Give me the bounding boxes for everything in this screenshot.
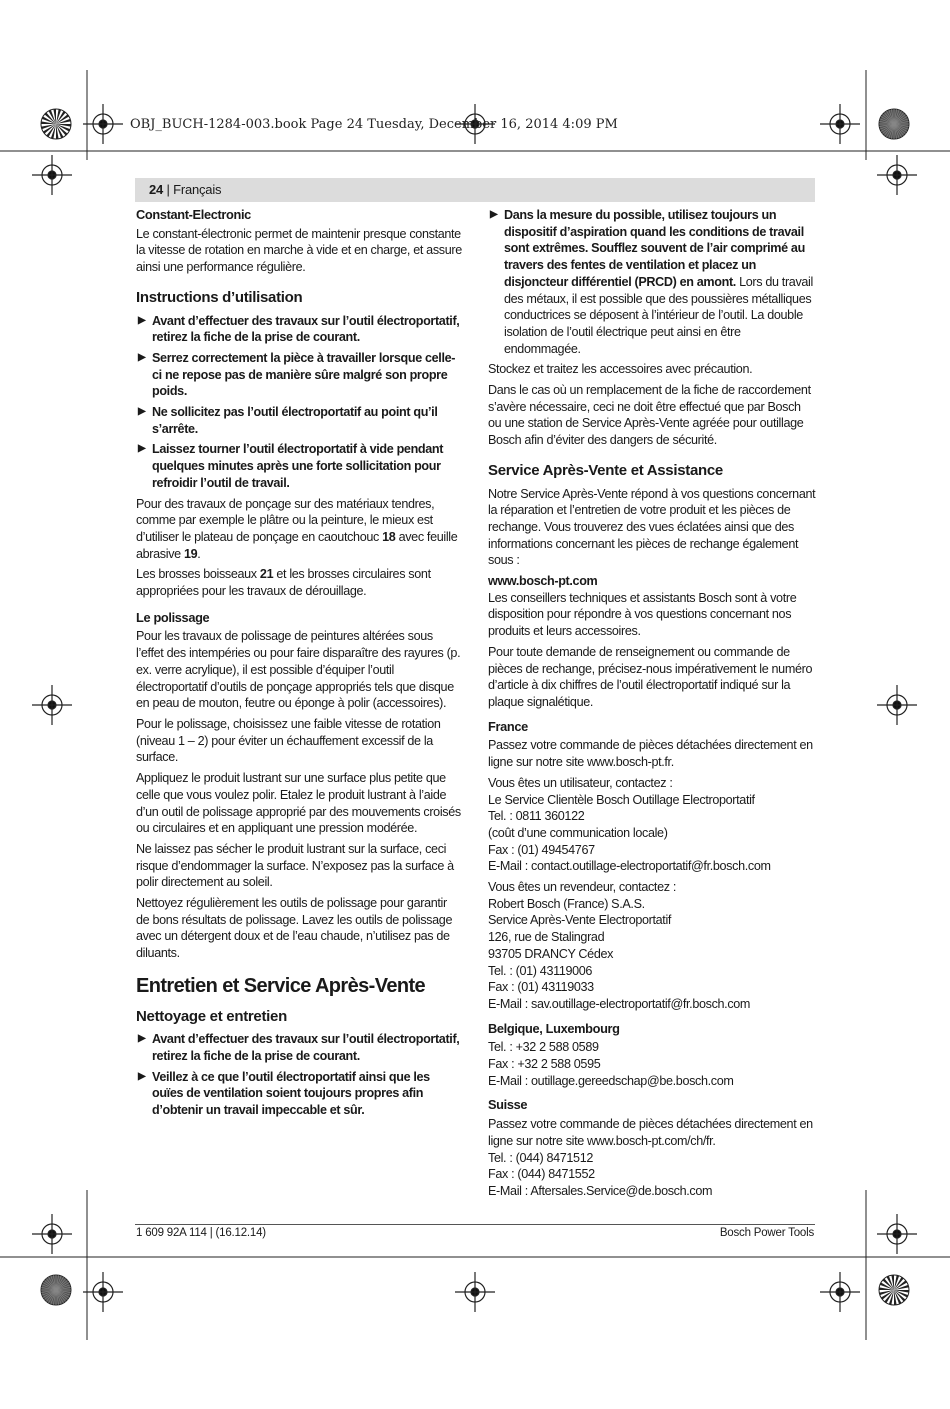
- section-title-sav: Service Après-Vente et Assistance: [488, 461, 723, 479]
- section-title-nettoyage: Nettoyage et entretien: [136, 1007, 287, 1025]
- registration-mark-icon: [877, 1214, 917, 1254]
- section-title-constant-electronic: Constant-Electronic: [136, 207, 251, 222]
- triangle-bullet-icon: ▶: [138, 406, 146, 418]
- text-run: Les brosses boisseaux: [136, 567, 260, 582]
- bullet-text: Serrez correctement la pièce à travailler lorsque celle-ci ne repose pas de manière sûre malgré son propre poids.: [152, 350, 456, 399]
- text-run: et les brosses circulaires sont appropriées pour les travaux de dérouillage.: [136, 567, 431, 599]
- contact-line: Tel. : 0811 360122: [488, 809, 585, 824]
- contact-line: Tel. : +32 2 588 0589: [488, 1040, 599, 1055]
- bullet-item: [136, 313, 462, 346]
- contact-line: Tel. : (01) 43119006: [488, 963, 593, 978]
- contact-line: E-Mail : Aftersales.Service@de.bosch.com: [488, 1183, 713, 1198]
- registration-mark-icon: [820, 1272, 860, 1312]
- chapter-title-entretien: Entretien et Service Après-Vente: [136, 974, 426, 997]
- bullet-item: [136, 1069, 462, 1119]
- contact-line: E-Mail : sav.outillage-electroportatif@fr.bosch.com: [488, 996, 751, 1011]
- footer-rule: [135, 1224, 815, 1225]
- bullet-text: Laissez tourner l’outil électroportatif à vide pendant quelques minutes après une forte sollicitation pour refroidir l’outil de travail.: [152, 442, 444, 490]
- bullet-text: Veillez à ce que l’outil électroportatif ainsi que les ouïes de ventilation soient toujours propres afin d’obtenir un travail impeccable et sûr.: [152, 1069, 430, 1118]
- text-run: Pour des travaux de ponçage sur des matériaux tendres, comme par exemple le plâtre ou la peinture, le mieux est d’utiliser le plateau de ponçage en caoutchouc: [136, 496, 435, 544]
- star-target-icon: [41, 1275, 71, 1305]
- registration-mark-icon: [877, 155, 917, 195]
- page-header-text: 24 | Français: [149, 182, 222, 197]
- paragraph-sav-2: Les conseillers techniques et assistants Bosch sont à votre disposition pour répondre à vos questions concernant nos produits et leurs accessoires.: [488, 590, 797, 639]
- paragraph-fiche: Dans le cas où un remplacement de la fiche de raccordement s’avère nécessaire, ceci ne doit être effectué que par Bosch ou une station de Service Après-Vente agréée pour outillage Bosch afin d’éviter des dangers de sécurité.: [488, 383, 811, 448]
- paragraph-sav-3: Pour toute demande de renseignement ou commande de pièces de rechange, précisez-nous impérativement le numéro d’article à dix chiffres de l’outil électroportatif indiqué sur la plaque signalétique.: [488, 644, 813, 709]
- paragraph-france-order: Passez votre commande de pièces détachées directement en ligne sur notre site www.bosch-pt.fr.: [488, 738, 813, 770]
- registration-mark-icon: [820, 104, 860, 144]
- contact-line: Robert Bosch (France) S.A.S.: [488, 896, 645, 911]
- paragraph-polissage-4: Ne laissez pas sécher le produit lustrant sur la surface, ceci risque d’endommager la surface. N’exposez pas la surface à polir directement au soleil.: [136, 841, 454, 890]
- country-title-suisse: Suisse: [488, 1097, 528, 1113]
- contact-line: Fax : (044) 8471552: [488, 1167, 595, 1182]
- contact-line: E-Mail : outillage.gereedschap@be.bosch.com: [488, 1073, 734, 1088]
- footer-doc-number: 1 609 92A 114 | (16.12.14): [136, 1227, 266, 1239]
- ref-number: 21: [259, 567, 274, 582]
- footer-brand: Bosch Power Tools: [719, 1227, 814, 1239]
- contact-block-belgique: [488, 1039, 816, 1089]
- bullet-item: [136, 441, 462, 491]
- registration-mark-icon: [32, 1214, 72, 1254]
- paragraph-polissage-1: Pour les travaux de polissage de peintures altérées sous l’effet des intempéries ou pour faire disparaître des rayures (p. ex. verre acrylique), il est possible d’équiper l’outil électroportatif d’outils de ponçage appropriés tels que disque en peau de mouton, feutre ou éponge à polir (accessoires).: [136, 629, 461, 711]
- registration-mark-icon: [83, 1272, 123, 1312]
- page-header-bar: [135, 178, 815, 202]
- bullet-item: [136, 350, 462, 400]
- section-title-polissage: Le polissage: [136, 609, 210, 625]
- contact-line: 126, rue de Stalingrad: [488, 930, 605, 945]
- bullet-item: [136, 1031, 462, 1064]
- registration-mark-icon: [83, 104, 123, 144]
- contact-line: Fax : (01) 49454767: [488, 842, 595, 857]
- contact-line: 93705 DRANCY Cédex: [488, 946, 614, 961]
- contact-line: Vous êtes un utilisateur, contactez :: [488, 775, 673, 790]
- contact-line: Passez votre commande de pièces détachées directement en ligne sur notre site www.bosch-pt.com/ch/fr.: [488, 1117, 813, 1148]
- book-info-line: OBJ_BUCH-1284-003.book Page 24 Tuesday, December 16, 2014 4:09 PM: [130, 117, 618, 132]
- contact-block-user: [488, 775, 816, 875]
- page-language: Français: [173, 182, 222, 197]
- section-title-instructions: Instructions d’utilisation: [136, 288, 303, 306]
- ref-number: 18: [382, 529, 396, 544]
- paragraph-stockage: Stockez et traitez les accessoires avec précaution.: [488, 362, 753, 377]
- bullet-text: Avant d’effectuer des travaux sur l’outil électroportatif, retirez la fiche de la prise de courant.: [152, 1032, 460, 1063]
- paragraph-polissage-2: Pour le polissage, choisissez une faible vitesse de rotation (niveau 1 – 2) pour éviter un échauffement excessif de la surface.: [136, 716, 441, 765]
- triangle-bullet-icon: ▶: [138, 1033, 146, 1045]
- contact-block-dealer: [488, 879, 816, 1013]
- bullet-text-bold: Dans la mesure du possible, utilisez toujours un dispositif d’aspiration quand les conditions de travail sont extrêmes. Soufflez souvent de l’air comprimé au travers des fentes de ventilation et placez un disjoncteur différentiel (PRCD) en amont.: [504, 208, 805, 289]
- star-target-icon: [879, 109, 909, 139]
- star-target-icon: [41, 109, 71, 139]
- paragraph-constant-electronic: Le constant-électronic permet de maintenir presque constante la vitesse de rotation en marche à vide et en charge, et assure ainsi une performance régulière.: [136, 226, 462, 275]
- bullet-item-aspiration: [488, 207, 816, 357]
- bullet-item: [136, 404, 462, 437]
- registration-mark-icon: [455, 1272, 495, 1312]
- registration-mark-icon: [877, 685, 917, 725]
- text-run: .: [197, 546, 201, 561]
- contact-line: Le Service Clientèle Bosch Outillage Electroportatif: [488, 792, 755, 807]
- right-column: [488, 207, 816, 1204]
- contact-line: Fax : +32 2 588 0595: [488, 1057, 601, 1072]
- bullet-text: Avant d’effectuer des travaux sur l’outil électroportatif, retirez la fiche de la prise de courant.: [152, 313, 460, 345]
- contact-line: Vous êtes un revendeur, contactez :: [488, 880, 676, 895]
- country-title-france: France: [488, 718, 528, 734]
- paragraph-polissage-5: Nettoyez régulièrement les outils de polissage pour garantir de bons résultats de polissage. Lavez les outils de polissage avec un détergent doux et de l’eau chaude, n’utilisez pas de diluants.: [136, 896, 453, 961]
- ref-number: 19: [183, 546, 198, 561]
- contact-line: Service Après-Vente Electroportatif: [488, 913, 672, 928]
- triangle-bullet-icon: ▶: [138, 443, 146, 455]
- contact-line: (coût d’une communication locale): [488, 825, 668, 840]
- page-number: 24: [149, 182, 164, 197]
- website-link[interactable]: www.bosch-pt.com: [488, 574, 598, 589]
- contact-line: Fax : (01) 43119033: [488, 980, 594, 995]
- triangle-bullet-icon: ▶: [138, 351, 146, 363]
- contact-line: Tel. : (044) 8471512: [488, 1150, 594, 1165]
- triangle-bullet-icon: ▶: [138, 1070, 146, 1082]
- contact-line: E-Mail : contact.outillage-electroportatif@fr.bosch.com: [488, 859, 771, 874]
- country-title-belgique: Belgique, Luxembourg: [488, 1020, 620, 1036]
- text-run: avec feuille abrasive: [136, 529, 458, 561]
- registration-mark-icon: [32, 155, 72, 195]
- star-target-icon: [879, 1275, 909, 1305]
- paragraph-sav-1: Notre Service Après-Vente répond à vos questions concernant la réparation et l’entretien de votre produit et les pièces de rechange. Vous trouverez des vues éclatées ainsi que des informations concernant les pièces de rechange également sous :: [488, 486, 816, 568]
- paragraph-poncage: [136, 496, 462, 563]
- contact-block-suisse: [488, 1116, 816, 1200]
- left-column: [136, 207, 462, 1123]
- bullet-text: Ne sollicitez pas l’outil électroportatif au point qu’il s’arrête.: [152, 405, 438, 436]
- registration-mark-icon: [32, 685, 72, 725]
- triangle-bullet-icon: ▶: [138, 314, 146, 326]
- triangle-bullet-icon: ▶: [490, 209, 498, 220]
- bullet-text-normal: Lors du travail des métaux, il est possible que des poussières métalliques conductrices se déposent à l’intérieur de l’outil. La double isolation de l’outil électrique peut ainsi en être endommagée.: [504, 274, 813, 356]
- paragraph-brosses: [136, 566, 462, 599]
- paragraph-polissage-3: Appliquez le produit lustrant sur une surface plus petite que celle que vous voulez polir. Etalez le produit lustrant à l’aide d’un outil de polissage approprié par des mouvements croisés ou circulaires et en appliquant une pression modérée.: [136, 771, 461, 836]
